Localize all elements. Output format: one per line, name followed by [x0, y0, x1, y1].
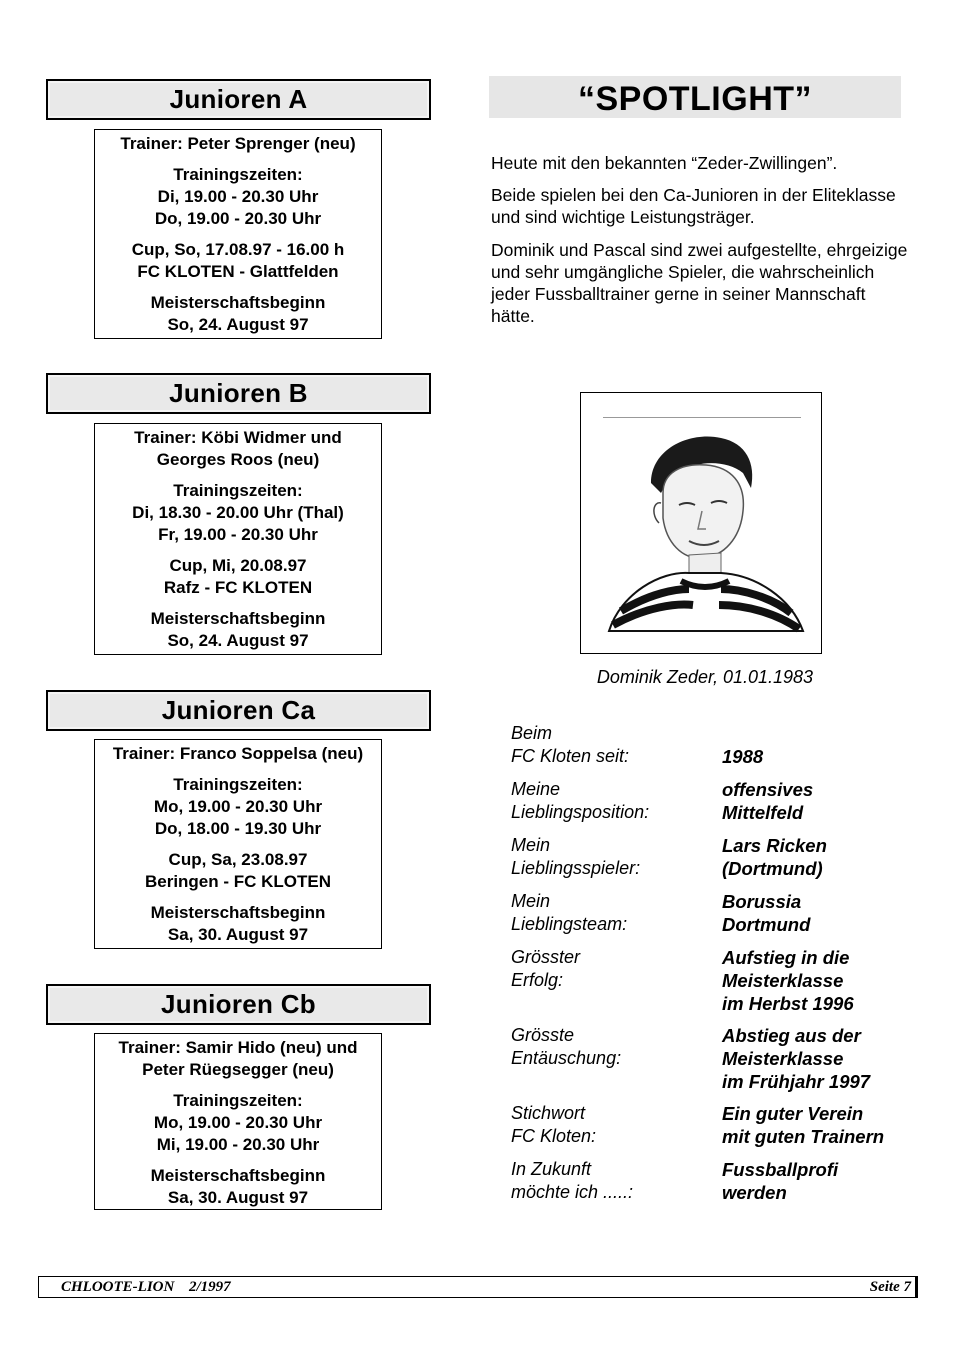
cup-match: FC KLOTEN - Glattfelden	[137, 262, 339, 281]
trainer-line: Trainer: Peter Sprenger (neu)	[120, 134, 356, 153]
section-box-junioren-b	[94, 423, 382, 655]
spotlight-paragraph-1: Beide spielen bei den Ca-Junioren in der Eliteklasse und sind wichtige Leistungsträger.	[491, 185, 896, 227]
page-number: Seite 7	[869, 1279, 911, 1295]
player-portrait-image	[581, 393, 820, 652]
trainingszeiten-label: Trainingszeiten:	[173, 481, 303, 500]
footer-divider	[916, 1276, 918, 1298]
meisterschaft-date: So, 24. August 97	[167, 631, 309, 650]
spotlight-intro: Heute mit den bekannten “Zeder-Zwillingen”.	[491, 153, 838, 173]
training-time: Di, 18.30 - 20.00 Uhr (Thal)	[132, 503, 344, 522]
profile-question: Stichwort FC Kloten:	[511, 1103, 597, 1146]
training-time: Mo, 19.00 - 20.30 Uhr	[153, 797, 323, 816]
cup-match: Beringen - FC KLOTEN	[144, 872, 332, 891]
trainer-line: Trainer: Franco Soppelsa (neu)	[112, 744, 364, 763]
profile-answer: 1988	[722, 746, 764, 767]
meisterschaft-date: So, 24. August 97	[167, 315, 309, 334]
issue-number: 2/1997	[189, 1279, 231, 1295]
section-box-junioren-cb	[94, 1033, 382, 1210]
section-header-junioren-a: Junioren A	[46, 79, 431, 120]
trainer-line: Trainer: Samir Hido (neu) und	[118, 1038, 358, 1057]
trainer-line: Georges Roos (neu)	[156, 450, 320, 469]
player-photo	[580, 392, 822, 654]
training-time: Fr, 19.00 - 20.30 Uhr	[158, 525, 318, 544]
meisterschaft-label: Meisterschaftsbeginn	[150, 1166, 326, 1185]
training-time: Mi, 19.00 - 20.30 Uhr	[156, 1135, 320, 1154]
section-header-junioren-b: Junioren B	[46, 373, 431, 414]
cup-date: Cup, So, 17.08.97 - 16.00 h	[131, 240, 345, 259]
training-time: Mo, 19.00 - 20.30 Uhr	[153, 1113, 323, 1132]
trainingszeiten-label: Trainingszeiten:	[173, 775, 303, 794]
section-box-junioren-a	[94, 129, 382, 339]
training-time: Do, 18.00 - 19.30 Uhr	[154, 819, 322, 838]
profile-answer: Aufstieg in die Meisterklasse im Herbst 1996	[722, 947, 854, 1014]
trainingszeiten-label: Trainingszeiten:	[173, 165, 303, 184]
trainingszeiten-label: Trainingszeiten:	[173, 1091, 303, 1110]
profile-question: Meine Lieblingsposition:	[511, 779, 650, 822]
profile-question: Beim FC Kloten seit:	[511, 723, 630, 766]
spotlight-paragraph-2: Dominik und Pascal sind zwei aufgestellte, ehrgeizige und sehr umgängliche Spieler, die wahrscheinlich jeder Fussballtrainer gerne in seiner Mannschaft hätte.	[491, 240, 908, 326]
page-footer	[38, 1276, 916, 1298]
profile-question: In Zukunft möchte ich .....:	[511, 1159, 634, 1202]
profile-answer: Lars Ricken (Dortmund)	[722, 835, 827, 879]
profile-answer: Fussballprofi werden	[722, 1159, 839, 1203]
cup-date: Cup, Sa, 23.08.97	[168, 850, 308, 869]
section-header-junioren-cb: Junioren Cb	[46, 984, 431, 1025]
profile-question: Mein Lieblingsspieler:	[511, 835, 641, 878]
spotlight-title: “SPOTLIGHT”	[489, 76, 901, 118]
profile-answer: offensives Mittelfeld	[722, 779, 814, 823]
trainer-line: Trainer: Köbi Widmer und	[134, 428, 342, 447]
photo-caption: Dominik Zeder, 01.01.1983	[596, 667, 814, 687]
profile-answer: Ein guter Verein mit guten Trainern	[722, 1103, 885, 1147]
meisterschaft-label: Meisterschaftsbeginn	[150, 903, 326, 922]
profile-answer: Abstieg aus der Meisterklasse im Frühjahr 1997	[722, 1025, 871, 1092]
cup-date: Cup, Mi, 20.08.97	[169, 556, 307, 575]
meisterschaft-date: Sa, 30. August 97	[167, 1188, 309, 1207]
meisterschaft-label: Meisterschaftsbeginn	[150, 609, 326, 628]
profile-question: Mein Lieblingsteam:	[511, 891, 628, 934]
meisterschaft-date: Sa, 30. August 97	[167, 925, 309, 944]
profile-question: Grösste Entäuschung:	[511, 1025, 622, 1068]
training-time: Di, 19.00 - 20.30 Uhr	[157, 187, 319, 206]
meisterschaft-label: Meisterschaftsbeginn	[150, 293, 326, 312]
cup-match: Rafz - FC KLOTEN	[163, 578, 313, 597]
profile-answer: Borussia Dortmund	[722, 891, 811, 935]
publication-name: CHLOOTE-LION	[61, 1279, 175, 1295]
section-header-junioren-ca: Junioren Ca	[46, 690, 431, 731]
section-box-junioren-ca	[94, 739, 382, 949]
training-time: Do, 19.00 - 20.30 Uhr	[154, 209, 322, 228]
trainer-line: Peter Rüegsegger (neu)	[142, 1060, 334, 1079]
profile-question: Grösster Erfolg:	[511, 947, 581, 990]
